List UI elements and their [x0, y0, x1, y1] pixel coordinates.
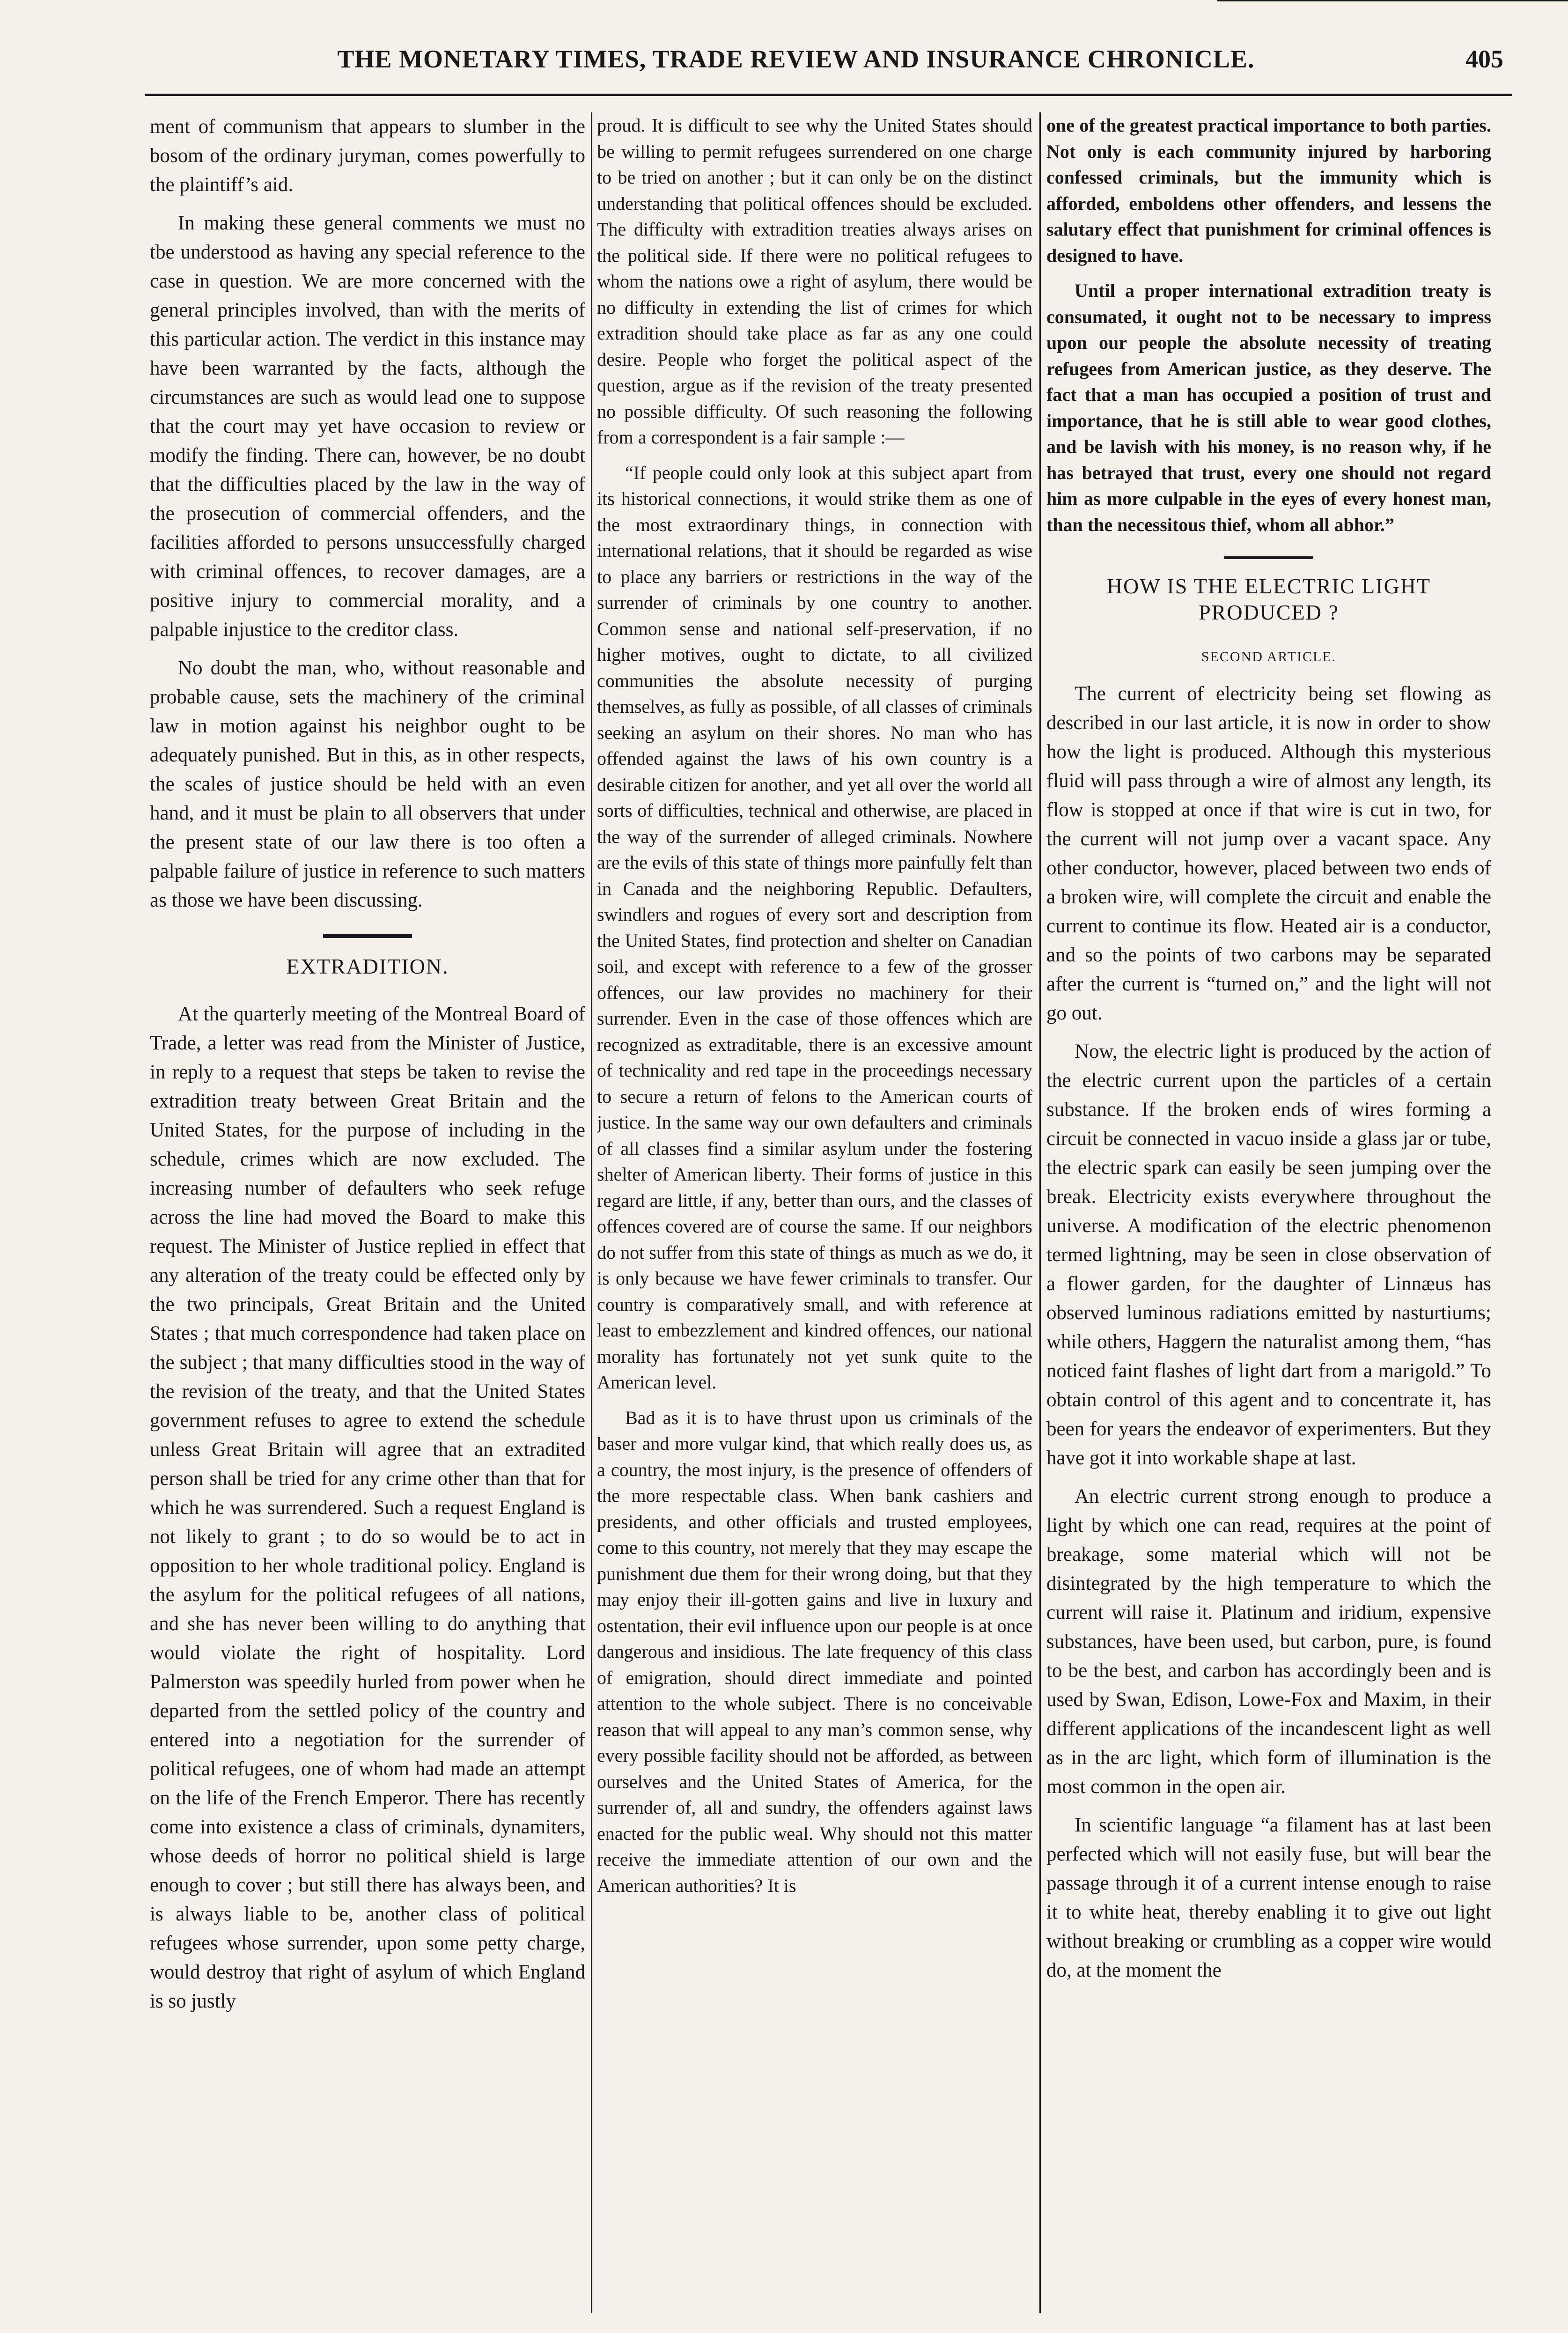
- column-2: [597, 112, 1032, 2313]
- paragraph: Now, the electric light is produced by the action of the electric current upon the particles of a certain substance. If the broken ends of wires forming a circuit be connected in vacuo inside a glass jar or tube, the electric spark can easily be seen jumping over the break. Electricity exists everywhere throughout the universe. A modification of the electric phenomenon termed lightning, may be seen in close observation of a flower garden, for the daughter of Linnæus has observed luminous radiations emitted by nasturtiums; while others, Haggern the naturalist among them, “has noticed faint flashes of light dart from a marigold.” To obtain control of this agent and to concentrate it, has been for years the endeavor of experimenters. But they have got it into workable shape at last.: [1046, 1040, 1491, 1469]
- paragraph: In scientific language “a filament has at last been perfected which will not easily fuse, but will bear the passage through it of a current intense enough to raise it to white heat, thereby enabling it to give out light without breaking or crumbling as a copper wire would do, at the moment the: [1046, 1814, 1491, 1981]
- column-3: [1046, 112, 1491, 2313]
- article-subheading: SECOND ARTICLE.: [1201, 649, 1337, 664]
- paragraph: In making these general comments we must no tbe understood as having any special reference to the case in question. We are more concerned with the general principles involved, than with the merits of this particular action. The verdict in this instance may have been warranted by the facts, although the circumstances are such as would lead one to suppose that the court may yet have occasion to review or modify the finding. There can, however, be no doubt that the difficulties placed by the law in the way of the prosecution of commercial offenders, and the facilities afforded to persons unsuccessfully charged with criminal offences, to recover damages, are a positive injury to commercial morality, and a palpable injustice to the creditor class.: [150, 212, 585, 641]
- publication-title: THE MONETARY TIMES, TRADE REVIEW AND INSURANCE CHRONICLE.: [337, 45, 1255, 73]
- paragraph: An electric current strong enough to produce a light by which one can read, requires at the point of breakage, some material which will not be disintegrated by the high temperature to which the current will raise it. Platinum and iridium, expensive substances, have been used, but carbon, pure, is found to be the best, and carbon has accordingly been and is used by Swan, Edison, Lowe-Fox and Maxim, in their different applications of the incandescent light as well as in the arc light, which form of illumination is the most common in the open air.: [1046, 1485, 1491, 1798]
- header-rule: [145, 94, 1512, 96]
- quoted-paragraph: Until a proper international extradition treaty is consumated, it ought not to be necessary to impress upon our people the absolute necessity of treating refugees from American justice, as they deserve. The fact that a man has occupied a position of trust and importance, that he is still able to wear good clothes, and be lavish with his money, is no reason why, if he has betrayed that trust, every one should not regard him as more culpable in the eyes of every honest man, than the necessitous thief, whom all abhor.”: [1046, 280, 1491, 535]
- paragraph: ment of communism that appears to slumber in the bosom of the ordinary juryman, comes powerfully to the plaintiff’s aid.: [150, 116, 585, 196]
- column-divider-1: [591, 112, 592, 2313]
- section-divider: [323, 934, 412, 938]
- quoted-paragraph: one of the greatest practical importance to both parties. Not only is each community injured by harboring confessed criminals, but the immunity which is afforded, emboldens other offenders, and lessens the salutary effect that punishment for criminal offences is designed to have.: [1046, 115, 1491, 266]
- paragraph: No doubt the man, who, without reasonable and probable cause, sets the machinery of the criminal law in motion against his neighbor ought to be adequately punished. But in this, as in other respects, the scales of justice should be held with an even hand, and it must be plain to all observers that under the present state of our law there is too often a palpable failure of justice in reference to such matters as those we have been discussing.: [150, 657, 585, 911]
- paragraph: The current of electricity being set flowing as described in our last article, it is now in order to show how the light is produced. Although this mysterious fluid will pass through a wire of almost any length, its flow is stopped at once if that wire is cut in two, for the current will not jump over a vacant space. Any other conductor, however, placed between two ends of a broken wire, will complete the circuit and enable the current to continue its flow. Heated air is a conductor, and so the points of two carbons may be separated after the current is “turned on,” and the light will not go out.: [1046, 682, 1491, 1024]
- quoted-paragraph: “If people could only look at this subject apart from its historical connections, it would strike them as one of the most extraordinary things, in connection with international relations, that it should be regarded as wise to place any barriers or restrictions in the way of the surrender of criminals by one country to another. Common sense and national self-preservation, if no higher motives, ought to dictate, to all civilized communities the absolute necessity of purging themselves, as fully as possible, of all classes of criminals seeking an asylum on their shores. No man who has offended against the laws of his own country is a desirable citizen for another, and yet all over the world all sorts of difficulties, technical and otherwise, are placed in the way of the surrender of alleged criminals. Nowhere are the evils of this state of things more painfully felt than in Canada and the neighboring Republic. Defaulters, swindlers and rogues of every sort and description from the United States, find protection and shelter on Canadian soil, and except with reference to a few of the grosser offences, our law provides no machinery for their surrender. Even in the case of those offences which are recognized as extraditable, there is an excessive amount of technicality and red tape in the proceedings necessary to secure a return of felons to the American courts of justice. In the same way our own defaulters and criminals of all classes find a similar asylum under the fostering shelter of American liberty. Their forms of justice in this regard are little, if any, better than ours, and the classes of offences covered are of course the same. If our neighbors do not suffer from this state of things as much as we do, it is only because we have fewer criminals to transfer. Our country is comparatively small, and with reference at least to embezzlement and kindred offences, our national morality has fortunately not yet sunk quite to the American level.: [597, 462, 1032, 1393]
- paragraph: proud. It is difficult to see why the United States should be willing to permit refugees surrendered on one charge to be tried on another ; but it can only be on the distinct understanding that political offences should be excluded. The difficulty with extradition treaties always arises on the political side. If there were no political refugees to whom the nations owe a right of asylum, there would be no difficulty in extending the list of crimes for which extradition should take place as far as any one could desire. People who forget the political aspect of the question, argue as if the revision of the treaty presented no possible difficulty. Of such reasoning the following from a correspondent is a fair sample :—: [597, 115, 1032, 448]
- article-body: [1046, 679, 1491, 1985]
- paragraph: At the quarterly meeting of the Montreal Board of Trade, a letter was read from the Minister of Justice, in reply to a request that steps be taken to revise the extradition treaty between Great Britain and the United States, for the purpose of including in the schedule, crimes which are now excluded. The increasing number of defaulters who seek refuge across the line had moved the Board to make this request. The Minister of Justice replied in effect that any alteration of the treaty could be effected only by the two principals, Great Britain and the United States ; that much correspondence had taken place on the subject ; that many difficulties stood in the way of the revision of the treaty, and that the United States government refuses to agree to extend the schedule unless Great Britain will agree that an extradited person shall be tried for any crime other than that for which he was surrendered. Such a request England is not likely to grant ; to do so would be to act in opposition to her whole traditional policy. England is the asylum for the political refugees of all nations, and she has never been willing to do anything that would violate the right of hospitality. Lord Palmerston was speedily hurled from power when he departed from the settled policy of the country and entered into a negotiation for the surrender of political refugees, one of whom had made an attempt on the life of the French Emperor. There has recently come into existence a class of criminals, dynamiters, whose deeds of horror no political shield is large enough to cover ; but still there has always been, and is always liable to be, another class of political refugees whose surrender, upon some petty charge, would destroy that right of asylum of which England is so justly: [150, 1003, 585, 2012]
- quoted-paragraph: Bad as it is to have thrust upon us criminals of the baser and more vulgar kind, that which really does us, as a country, the most injury, is the presence of offenders of the more respectable class. When bank cashiers and presidents, and other officials and trusted employees, come to this country, not merely that they may escape the punishment due them for their wrong doing, but that they may enjoy their ill-gotten gains and live in luxury and ostentation, their evil influence upon our people is at once dangerous and insidious. The late frequency of this class of emigration, should direct immediate and pointed attention to the whole subject. There is no conceivable reason that will appeal to any man’s common sense, why every possible facility should not be afforded, as between ourselves and the United States of America, for the surrender of, all and sundry, the offenders against laws enacted for the public weal. Why should not this matter receive the immediate attention of our own and the American authorities? It is: [597, 1407, 1032, 1896]
- column-divider-2: [1039, 112, 1041, 2313]
- column-1: [150, 112, 585, 2313]
- article-heading-electric-light: HOW IS THE ELECTRIC LIGHT PRODUCED ?: [1106, 574, 1431, 624]
- article-heading-extradition: EXTRADITION.: [286, 954, 449, 978]
- section-divider: [1224, 556, 1313, 559]
- top-edge-rule: [1217, 0, 1568, 1]
- page-header: [0, 44, 1568, 96]
- page-number: 405: [1465, 45, 1503, 73]
